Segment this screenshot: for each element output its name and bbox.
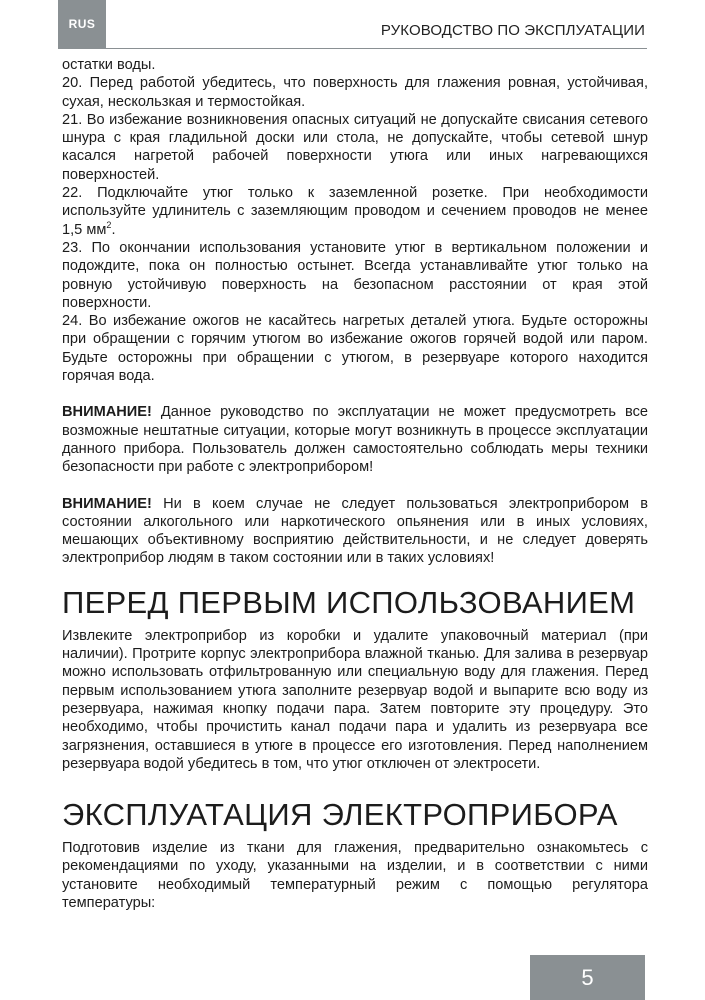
warning-text-2: Ни в коем случае не следует пользоваться электроприбором в состоянии алкогольного или наркотического опьянения или в иных условиях, мешающих объективному восприятию действительности, и не следует доверять электроприбор людям в таком состоянии или в таких условиях! [62, 495, 648, 567]
language-label: RUS [68, 17, 96, 31]
section-heading-operation: ЭКСПЛУАТАЦИЯ ЭЛЕКТРОПРИБОРА [62, 797, 618, 833]
warning-paragraph-1 [62, 403, 648, 476]
warning-label: ВНИМАНИЕ! [62, 404, 152, 421]
warning-label: ВНИМАНИЕ! [62, 495, 152, 512]
header-title: РУКОВОДСТВО ПО ЭКСПЛУАТАЦИИ [380, 22, 645, 39]
section-body-operation: Подготовив изделие из ткани для глажения, предварительно ознакомьтесь с рекомендациями по уходу, указанными на изделии, и в соответствии с ними установите необходимый температурный режим с помощью регулятора температуры: [62, 840, 648, 911]
superscript-2: 2 [106, 219, 112, 230]
language-tab [58, 0, 106, 48]
page-number-box [530, 955, 645, 1000]
safety-item-20: 20. Перед работой убедитесь, что поверхность для глажения ровная, устойчивая, сухая, нескользкая и термостойкая. [62, 75, 648, 110]
header-divider [58, 48, 647, 49]
safety-item-23: 23. По окончании использования установите утюг в вертикальном положении и подождите, пока он полностью остынет. Всегда устанавливайте утюг только на ровную устойчивую поверхность на безопасном расстоянии от края этой поверхности. [62, 239, 648, 311]
safety-item-22 [62, 184, 648, 239]
warning-paragraph-2 [62, 495, 648, 568]
continued-text: остатки воды. [62, 57, 156, 73]
safety-item-22-text: 22. Подключайте утюг только к заземленной розетке. При необходимости используйте удлинитель с заземляющим проводом и сечением проводов не менее 1,5 мм [62, 185, 648, 238]
page-content [62, 56, 648, 912]
warning-text-1: Данное руководство по эксплуатации не может предусмотреть все возможные нештатные ситуации, которые могут возникнуть в процессе эксплуатации данного прибора. Пользователь должен самостоятельно соблюдать меры техники безопасности при работе с электроприбором! [62, 404, 648, 476]
page-number: 5 [581, 964, 594, 990]
safety-item-22-end: . [111, 221, 116, 238]
safety-item-24: 24. Во избежание ожогов не касайтесь нагретых деталей утюга. Будьте осторожны при обращении с горячим утюгом во избежание ожогов горячей водой или паром. Будьте осторожны при обращении с утюгом, в резервуаре которого находится горячая вода. [62, 313, 648, 385]
safety-item-21: 21. Во избежание возникновения опасных ситуаций не допускайте свисания сетевого шнура с края гладильной доски или стола, не допускайте, чтобы сетевой шнур касался нагретой рабочей поверхности утюга или иных нагревающихся поверхностей. [62, 111, 648, 183]
section-heading-first-use: ПЕРЕД ПЕРВЫМ ИСПОЛЬЗОВАНИЕМ [62, 584, 636, 620]
section-body-first-use: Извлеките электроприбор из коробки и удалите упаковочный материал (при наличии). Протрите корпус электроприбора влажной тканью. Для залива в резервуар можно использовать отфильтрованную или специальную воду для глажения. Перед первым использованием утюга заполните резервуар водой и выпарите всю воду из резервуара, нажимая кнопку подачи пара. Затем повторите эту процедуру. Это необходимо, чтобы прочистить канал подачи пара и удалить из резервуара все загрязнения, оставшиеся в утюге в процессе его изготовления. Перед наполнением резервуара водой убедитесь в том, что утюг отключен от электросети. [62, 627, 648, 772]
